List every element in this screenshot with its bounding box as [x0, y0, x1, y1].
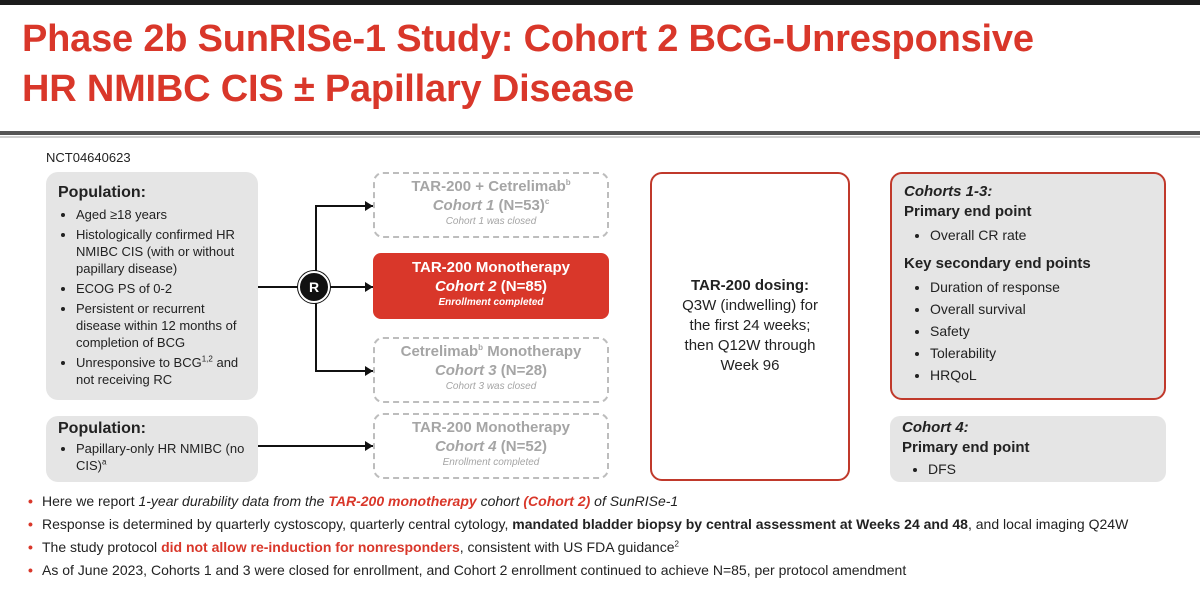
criterion-bcg-unresponsive: • Unresponsive to BCG$^{1,2}$ and not receiving RC	[76, 354, 248, 388]
criterion-age: • Aged ≥18 years	[76, 206, 248, 223]
primary-endpoint-label: Primary end point	[902, 439, 1030, 456]
population-box-papillary	[46, 416, 258, 482]
criterion-ecog: • ECOG PS of 0-2	[76, 280, 248, 297]
secondary-endpoint-item: • HRQoL	[930, 364, 1152, 386]
endpoints-cohort-4-box	[890, 416, 1166, 482]
arrow-cohort3	[365, 366, 373, 376]
dosing-line: Week 96	[720, 357, 780, 374]
nct-number: NCT04640623	[46, 150, 131, 165]
note-3: • The study protocol did not allow re-induction for nonresponders, consistent with US FDA guidance$^2$	[42, 538, 1178, 556]
primary-endpoint-item: • DFS	[928, 458, 1154, 480]
cohort-status: Enrollment completed	[438, 297, 544, 308]
cohort-status: Cohort 3 was closed	[445, 381, 537, 392]
title-line-2: HR NMIBC CIS ± Papillary Disease	[22, 68, 635, 110]
criterion-histology: • Histologically confirmed HR NMIBC CIS (with or without papillary disease)	[76, 226, 248, 277]
secondary-endpoint-item: • Tolerability	[930, 342, 1152, 364]
population-heading: Population:	[58, 420, 146, 437]
arrow-cohort2	[365, 282, 373, 292]
cohort-4-box: TAR-200 Monotherapy Cohort 4 (N=52) Enrollment completed	[373, 413, 609, 479]
primary-endpoint-list	[902, 458, 1154, 480]
randomization-node: R	[298, 271, 330, 303]
criterion-papillary-only: • Papillary-only HR NMIBC (no CIS)$^a$	[76, 440, 248, 474]
population-heading: Population:	[58, 184, 146, 201]
cohort-1-box: TAR-200 + Cetrelimab$^b$ Cohort 1 (N=53)$^c$ Cohort 1 was closed	[373, 172, 609, 238]
dosing-heading: TAR-200 dosing:	[690, 277, 810, 294]
footnote-bullets	[28, 492, 1178, 584]
dosing-line: Q3W (indwelling) for	[682, 297, 818, 314]
primary-endpoint-label: Primary end point	[904, 203, 1032, 220]
note-4: • As of June 2023, Cohorts 1 and 3 were closed for enrollment, and Cohort 2 enrollment continued to achieve N=85, per protocol amendment	[42, 561, 1178, 579]
secondary-endpoint-item: • Overall survival	[930, 298, 1152, 320]
note-1: • Here we report 1-year durability data from the TAR-200 monotherapy cohort (Cohort 2) of SunRISe-1	[42, 492, 1178, 510]
title-line-1: Phase 2b SunRISe-1 Study: Cohort 2 BCG-Unresponsive	[22, 18, 1034, 60]
secondary-endpoint-item: • Safety	[930, 320, 1152, 342]
criterion-recurrence: • Persistent or recurrent disease within 12 months of completion of BCG	[76, 300, 248, 351]
endpoints-cohort-label: Cohort 4:	[902, 419, 969, 436]
cohort-status: Enrollment completed	[442, 457, 540, 468]
primary-endpoint-item: • Overall CR rate	[930, 224, 1152, 246]
secondary-endpoint-list	[904, 276, 1152, 386]
population-box-main	[46, 172, 258, 400]
note-2: • Response is determined by quarterly cystoscopy, quarterly central cytology, mandated bladder biopsy by central assessment at Weeks 24 and 48, and local imaging Q24W	[42, 515, 1178, 533]
primary-endpoint-list	[904, 224, 1152, 246]
endpoints-cohorts-1-3-box	[890, 172, 1166, 400]
dosing-box	[650, 172, 850, 481]
dosing-line: the first 24 weeks;	[689, 317, 811, 334]
arrow-cohort4	[365, 441, 373, 451]
secondary-endpoint-label: Key secondary end points	[904, 255, 1091, 272]
arrow-cohort1	[365, 201, 373, 211]
dosing-line: then Q12W through	[684, 337, 816, 354]
cohort-status: Cohort 1 was closed	[445, 216, 537, 227]
cohort-2-box: TAR-200 Monotherapy Cohort 2 (N=85) Enrollment completed	[373, 253, 609, 319]
cohort-3-box: Cetrelimab$^b$ Monotherapy Cohort 3 (N=28) Cohort 3 was closed	[373, 337, 609, 403]
population-criteria-list	[58, 206, 248, 388]
population-criteria-list	[58, 440, 248, 474]
endpoints-cohort-label: Cohorts 1-3:	[904, 183, 993, 200]
secondary-endpoint-item: • Duration of response	[930, 276, 1152, 298]
